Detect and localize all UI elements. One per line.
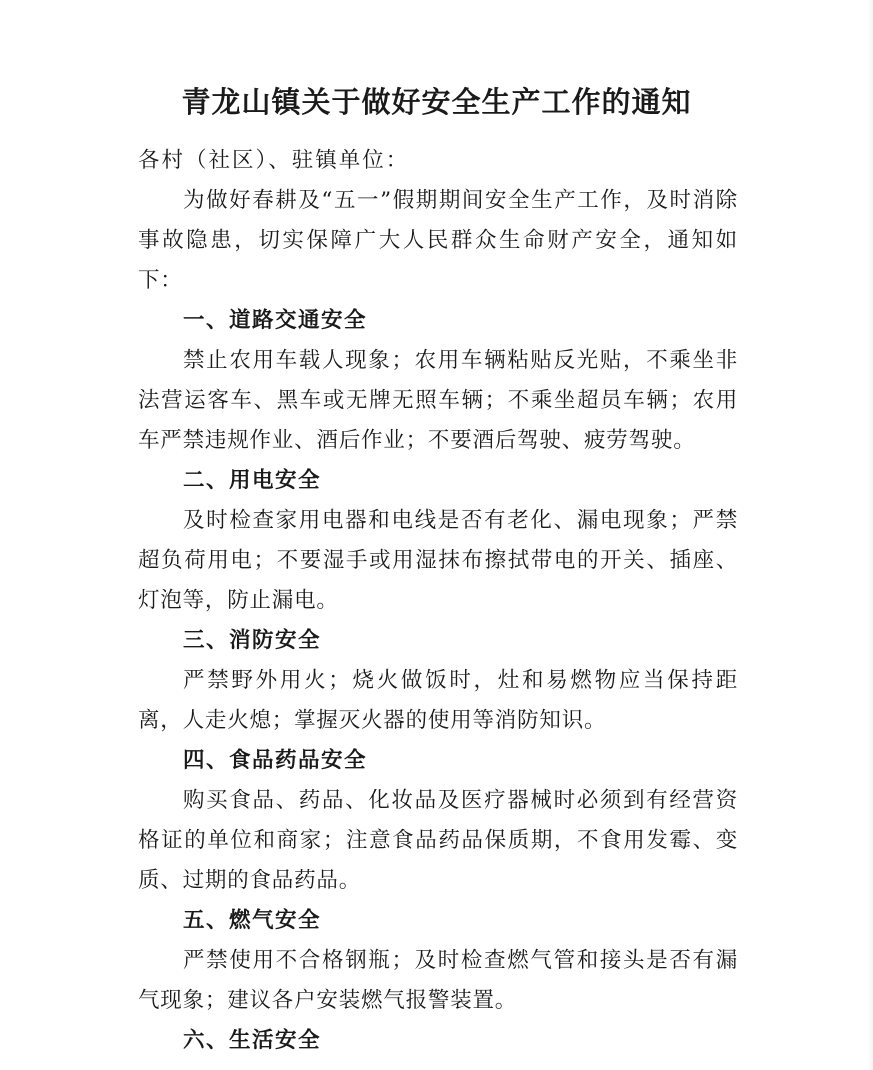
- intro-paragraph: 为做好春耕及“五一”假期期间安全生产工作，及时消除事故隐患，切实保障广大人民群众生命财产安全，通知如下：: [138, 188, 738, 293]
- page-edge-shadow: [867, 0, 873, 1070]
- salutation: 各村（社区）、驻镇单位：: [138, 148, 410, 173]
- section-heading-daily-life: 六、生活安全: [183, 1028, 322, 1053]
- section-heading-fire: 三、消防安全: [183, 628, 322, 653]
- section-content-food-drug: 购买食品、药品、化妆品及医疗器械时必须到有经营资格证的单位和商家；注意食品药品保质期，不食用发霉、变质、过期的食品药品。: [138, 788, 738, 893]
- section-heading-road-traffic: 一、道路交通安全: [183, 308, 368, 333]
- section-heading-food-drug: 四、食品药品安全: [183, 748, 368, 773]
- section-content-road-traffic: 禁止农用车载人现象；农用车辆粘贴反光贴，不乘坐非法营运客车、黑车或无牌无照车辆；不乘坐超员车辆；农用车严禁违规作业、酒后作业；不要酒后驾驶、疲劳驾驶。: [138, 348, 738, 453]
- section-content-fire: 严禁野外用火；烧火做饭时，灶和易燃物应当保持距离，人走火熄；掌握灭火器的使用等消防知识。: [138, 668, 738, 733]
- section-content-gas: 严禁使用不合格钢瓶；及时检查燃气管和接头是否有漏气现象；建议各户安装燃气报警装置。: [138, 948, 738, 1013]
- document-body: [138, 141, 738, 1061]
- section-heading-electricity: 二、用电安全: [183, 468, 322, 493]
- document-title: 青龙山镇关于做好安全生产工作的通知: [181, 85, 692, 119]
- section-heading-gas: 五、燃气安全: [183, 908, 322, 933]
- section-content-electricity: 及时检查家用电器和电线是否有老化、漏电现象；严禁超负荷用电；不要湿手或用湿抹布擦拭带电的开关、插座、灯泡等，防止漏电。: [138, 508, 738, 613]
